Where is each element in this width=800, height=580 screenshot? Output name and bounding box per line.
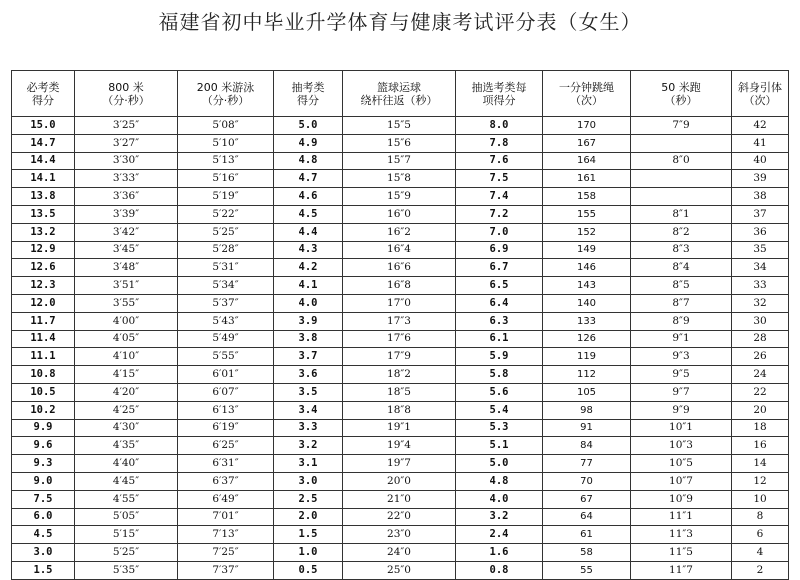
- cell-required-score: 13.2: [12, 223, 75, 241]
- cell-elective-score: 3.5: [274, 383, 343, 401]
- cell-elective-score: 2.0: [274, 508, 343, 526]
- table-row: [12, 455, 789, 473]
- cell-required-score: 15.0: [12, 117, 75, 135]
- header-200m-swim: [178, 71, 274, 117]
- header-line: 50 米跑: [661, 80, 701, 94]
- table-row: [12, 383, 789, 401]
- table-row: [12, 205, 789, 223]
- header-line: （分·秒）: [102, 93, 150, 107]
- cell-required-score: 4.5: [12, 526, 75, 544]
- cell-time-200m-swim: 7′25″: [178, 544, 274, 562]
- cell-required-score: 14.7: [12, 134, 75, 152]
- cell-time-50m: 8″1: [631, 205, 732, 223]
- cell-basketball-time: 16″4: [343, 241, 456, 259]
- cell-time-200m-swim: 6′49″: [178, 490, 274, 508]
- cell-elective-score: 4.5: [274, 205, 343, 223]
- cell-pull-up-count: 41: [732, 134, 789, 152]
- page-title: 福建省初中毕业升学体育与健康考试评分表（女生）: [158, 10, 642, 34]
- cell-time-200m-swim: 5′49″: [178, 330, 274, 348]
- cell-pull-up-count: 42: [732, 117, 789, 135]
- table-body: [12, 117, 789, 580]
- cell-jump-rope-count: 112: [543, 366, 631, 384]
- cell-time-800m: 4′30″: [75, 419, 178, 437]
- cell-elective-item-score: 5.4: [456, 401, 543, 419]
- cell-elective-item-score: 6.5: [456, 277, 543, 295]
- cell-required-score: 9.0: [12, 472, 75, 490]
- cell-jump-rope-count: 77: [543, 455, 631, 473]
- cell-basketball-time: 15″9: [343, 188, 456, 206]
- cell-elective-score: 4.6: [274, 188, 343, 206]
- cell-basketball-time: 15″5: [343, 117, 456, 135]
- cell-jump-rope-count: 143: [543, 277, 631, 295]
- cell-elective-score: 3.3: [274, 419, 343, 437]
- cell-basketball-time: 20″0: [343, 472, 456, 490]
- header-line: 篮球运球: [377, 80, 421, 94]
- cell-basketball-time: 18″8: [343, 401, 456, 419]
- cell-time-800m: 3′39″: [75, 205, 178, 223]
- cell-jump-rope-count: 64: [543, 508, 631, 526]
- cell-basketball-time: 25″0: [343, 561, 456, 579]
- cell-required-score: 6.0: [12, 508, 75, 526]
- cell-required-score: 7.5: [12, 490, 75, 508]
- cell-time-800m: 3′55″: [75, 294, 178, 312]
- cell-elective-score: 4.7: [274, 170, 343, 188]
- table-row: [12, 277, 789, 295]
- cell-elective-score: 3.1: [274, 455, 343, 473]
- header-basketball-dribble: [343, 71, 456, 117]
- cell-time-800m: 5′35″: [75, 561, 178, 579]
- cell-elective-score: 4.8: [274, 152, 343, 170]
- cell-required-score: 12.3: [12, 277, 75, 295]
- cell-pull-up-count: 28: [732, 330, 789, 348]
- cell-elective-score: 3.7: [274, 348, 343, 366]
- cell-time-50m: 9″7: [631, 383, 732, 401]
- cell-basketball-time: 18″2: [343, 366, 456, 384]
- table-row: [12, 330, 789, 348]
- table-row: [12, 490, 789, 508]
- cell-time-200m-swim: 5′31″: [178, 259, 274, 277]
- table-row: [12, 348, 789, 366]
- cell-time-50m: 8″2: [631, 223, 732, 241]
- cell-jump-rope-count: 140: [543, 294, 631, 312]
- cell-jump-rope-count: 84: [543, 437, 631, 455]
- cell-elective-item-score: 7.6: [456, 152, 543, 170]
- cell-elective-item-score: 8.0: [456, 117, 543, 135]
- cell-pull-up-count: 22: [732, 383, 789, 401]
- cell-time-50m: 10″3: [631, 437, 732, 455]
- cell-pull-up-count: 2: [732, 561, 789, 579]
- cell-elective-item-score: 5.9: [456, 348, 543, 366]
- cell-time-50m: 9″1: [631, 330, 732, 348]
- cell-elective-item-score: 5.3: [456, 419, 543, 437]
- cell-time-200m-swim: 5′16″: [178, 170, 274, 188]
- cell-time-200m-swim: 5′13″: [178, 152, 274, 170]
- cell-elective-score: 3.9: [274, 312, 343, 330]
- cell-elective-item-score: 5.0: [456, 455, 543, 473]
- cell-jump-rope-count: 98: [543, 401, 631, 419]
- cell-jump-rope-count: 67: [543, 490, 631, 508]
- table-row: [12, 437, 789, 455]
- table-row: [12, 294, 789, 312]
- cell-basketball-time: 17″0: [343, 294, 456, 312]
- cell-pull-up-count: 6: [732, 526, 789, 544]
- cell-jump-rope-count: 167: [543, 134, 631, 152]
- cell-jump-rope-count: 161: [543, 170, 631, 188]
- table-row: [12, 117, 789, 135]
- cell-time-200m-swim: 6′01″: [178, 366, 274, 384]
- header-line: 绕杆往返（秒）: [360, 93, 438, 107]
- cell-pull-up-count: 32: [732, 294, 789, 312]
- cell-time-800m: 3′36″: [75, 188, 178, 206]
- cell-time-800m: 4′15″: [75, 366, 178, 384]
- cell-time-800m: 3′48″: [75, 259, 178, 277]
- header-required-score: [12, 71, 75, 117]
- cell-time-50m: 10″9: [631, 490, 732, 508]
- header-line: 必考类: [26, 80, 60, 94]
- header-elective-item-score: [456, 71, 543, 117]
- cell-jump-rope-count: 170: [543, 117, 631, 135]
- table-row: [12, 472, 789, 490]
- header-line: 800 米: [108, 80, 144, 94]
- cell-basketball-time: 22″0: [343, 508, 456, 526]
- cell-basketball-time: 17″9: [343, 348, 456, 366]
- cell-jump-rope-count: 158: [543, 188, 631, 206]
- cell-time-50m: 11″1: [631, 508, 732, 526]
- cell-elective-score: 3.6: [274, 366, 343, 384]
- cell-time-200m-swim: 5′10″: [178, 134, 274, 152]
- cell-elective-score: 2.5: [274, 490, 343, 508]
- cell-pull-up-count: 35: [732, 241, 789, 259]
- cell-time-800m: 3′42″: [75, 223, 178, 241]
- cell-elective-score: 1.0: [274, 544, 343, 562]
- cell-required-score: 12.6: [12, 259, 75, 277]
- cell-basketball-time: 19″7: [343, 455, 456, 473]
- cell-time-50m: 8″9: [631, 312, 732, 330]
- cell-jump-rope-count: 155: [543, 205, 631, 223]
- cell-time-800m: 4′45″: [75, 472, 178, 490]
- header-elective-score: [274, 71, 343, 117]
- cell-jump-rope-count: 149: [543, 241, 631, 259]
- cell-time-200m-swim: 5′22″: [178, 205, 274, 223]
- cell-jump-rope-count: 164: [543, 152, 631, 170]
- cell-pull-up-count: 10: [732, 490, 789, 508]
- cell-time-50m: 8″5: [631, 277, 732, 295]
- cell-elective-score: 1.5: [274, 526, 343, 544]
- cell-pull-up-count: 34: [732, 259, 789, 277]
- scoring-table: [11, 70, 789, 580]
- cell-elective-item-score: 7.4: [456, 188, 543, 206]
- cell-basketball-time: 15″8: [343, 170, 456, 188]
- cell-basketball-time: 17″6: [343, 330, 456, 348]
- cell-elective-score: 3.2: [274, 437, 343, 455]
- cell-time-800m: 4′55″: [75, 490, 178, 508]
- cell-jump-rope-count: 126: [543, 330, 631, 348]
- table-row: [12, 366, 789, 384]
- table-row: [12, 544, 789, 562]
- cell-jump-rope-count: 119: [543, 348, 631, 366]
- cell-elective-item-score: 4.0: [456, 490, 543, 508]
- table-row: [12, 401, 789, 419]
- cell-jump-rope-count: 58: [543, 544, 631, 562]
- cell-elective-score: 5.0: [274, 117, 343, 135]
- cell-elective-item-score: 2.4: [456, 526, 543, 544]
- header-50m-run: [631, 71, 732, 117]
- cell-pull-up-count: 24: [732, 366, 789, 384]
- table-row: [12, 241, 789, 259]
- cell-time-800m: 4′40″: [75, 455, 178, 473]
- cell-time-200m-swim: 5′08″: [178, 117, 274, 135]
- cell-time-50m: 9″9: [631, 401, 732, 419]
- cell-required-score: 11.4: [12, 330, 75, 348]
- cell-time-50m: 8″7: [631, 294, 732, 312]
- cell-elective-score: 4.0: [274, 294, 343, 312]
- cell-time-50m: 8″3: [631, 241, 732, 259]
- cell-basketball-time: 16″8: [343, 277, 456, 295]
- cell-elective-item-score: 6.3: [456, 312, 543, 330]
- cell-time-200m-swim: 5′25″: [178, 223, 274, 241]
- cell-time-50m: [631, 188, 732, 206]
- cell-time-800m: 4′35″: [75, 437, 178, 455]
- header-line: 抽选考类每: [471, 80, 527, 94]
- cell-basketball-time: 19″4: [343, 437, 456, 455]
- cell-time-50m: 9″5: [631, 366, 732, 384]
- cell-elective-item-score: 5.8: [456, 366, 543, 384]
- cell-elective-item-score: 1.6: [456, 544, 543, 562]
- cell-jump-rope-count: 133: [543, 312, 631, 330]
- cell-jump-rope-count: 70: [543, 472, 631, 490]
- table-row: [12, 561, 789, 579]
- cell-jump-rope-count: 146: [543, 259, 631, 277]
- header-line: 斜身引体: [738, 80, 782, 94]
- cell-time-200m-swim: 5′55″: [178, 348, 274, 366]
- cell-jump-rope-count: 105: [543, 383, 631, 401]
- cell-pull-up-count: 4: [732, 544, 789, 562]
- cell-time-800m: 5′15″: [75, 526, 178, 544]
- cell-pull-up-count: 12: [732, 472, 789, 490]
- cell-elective-score: 3.4: [274, 401, 343, 419]
- cell-elective-item-score: 0.8: [456, 561, 543, 579]
- cell-required-score: 1.5: [12, 561, 75, 579]
- cell-elective-item-score: 6.9: [456, 241, 543, 259]
- cell-jump-rope-count: 55: [543, 561, 631, 579]
- cell-required-score: 11.7: [12, 312, 75, 330]
- cell-required-score: 9.9: [12, 419, 75, 437]
- cell-time-800m: 5′05″: [75, 508, 178, 526]
- cell-required-score: 9.3: [12, 455, 75, 473]
- cell-basketball-time: 23″0: [343, 526, 456, 544]
- cell-time-50m: 9″3: [631, 348, 732, 366]
- cell-required-score: 14.4: [12, 152, 75, 170]
- cell-pull-up-count: 38: [732, 188, 789, 206]
- cell-time-200m-swim: 5′19″: [178, 188, 274, 206]
- cell-basketball-time: 16″2: [343, 223, 456, 241]
- header-pull-up: [732, 71, 789, 117]
- cell-required-score: 14.1: [12, 170, 75, 188]
- cell-time-50m: 10″5: [631, 455, 732, 473]
- cell-time-200m-swim: 6′07″: [178, 383, 274, 401]
- cell-pull-up-count: 30: [732, 312, 789, 330]
- header-line: 项得分: [482, 93, 516, 107]
- cell-jump-rope-count: 152: [543, 223, 631, 241]
- table-row: [12, 419, 789, 437]
- cell-time-50m: 11″7: [631, 561, 732, 579]
- cell-time-800m: 3′27″: [75, 134, 178, 152]
- cell-basketball-time: 16″0: [343, 205, 456, 223]
- header-line: 抽考类: [291, 80, 325, 94]
- cell-time-200m-swim: 6′25″: [178, 437, 274, 455]
- cell-time-50m: 8″4: [631, 259, 732, 277]
- cell-elective-score: 4.9: [274, 134, 343, 152]
- cell-pull-up-count: 16: [732, 437, 789, 455]
- cell-elective-item-score: 3.2: [456, 508, 543, 526]
- cell-time-800m: 4′10″: [75, 348, 178, 366]
- cell-time-50m: 11″5: [631, 544, 732, 562]
- cell-time-200m-swim: 7′01″: [178, 508, 274, 526]
- cell-elective-item-score: 7.2: [456, 205, 543, 223]
- cell-basketball-time: 16″6: [343, 259, 456, 277]
- cell-time-200m-swim: 5′37″: [178, 294, 274, 312]
- cell-required-score: 10.8: [12, 366, 75, 384]
- cell-pull-up-count: 36: [732, 223, 789, 241]
- cell-basketball-time: 18″5: [343, 383, 456, 401]
- cell-elective-item-score: 4.8: [456, 472, 543, 490]
- cell-elective-score: 4.1: [274, 277, 343, 295]
- header-line: （秒）: [664, 93, 698, 107]
- cell-elective-item-score: 5.6: [456, 383, 543, 401]
- cell-elective-item-score: 7.0: [456, 223, 543, 241]
- cell-time-800m: 3′25″: [75, 117, 178, 135]
- table-row: [12, 312, 789, 330]
- cell-time-50m: [631, 134, 732, 152]
- cell-time-200m-swim: 6′37″: [178, 472, 274, 490]
- cell-elective-item-score: 5.1: [456, 437, 543, 455]
- header-800m: [75, 71, 178, 117]
- header-line: （次）: [570, 93, 603, 107]
- cell-basketball-time: 21″0: [343, 490, 456, 508]
- cell-time-50m: 10″1: [631, 419, 732, 437]
- cell-basketball-time: 15″6: [343, 134, 456, 152]
- cell-required-score: 13.8: [12, 188, 75, 206]
- cell-basketball-time: 17″3: [343, 312, 456, 330]
- cell-pull-up-count: 33: [732, 277, 789, 295]
- cell-basketball-time: 24″0: [343, 544, 456, 562]
- cell-time-200m-swim: 6′19″: [178, 419, 274, 437]
- table-row: [12, 223, 789, 241]
- header-line: 得分: [32, 93, 54, 107]
- cell-required-score: 10.5: [12, 383, 75, 401]
- table-row: [12, 526, 789, 544]
- cell-time-200m-swim: 5′34″: [178, 277, 274, 295]
- cell-elective-score: 4.2: [274, 259, 343, 277]
- header-line: 得分: [297, 93, 319, 107]
- cell-time-200m-swim: 5′43″: [178, 312, 274, 330]
- table-row: [12, 152, 789, 170]
- table-row: [12, 508, 789, 526]
- cell-time-800m: 5′25″: [75, 544, 178, 562]
- cell-time-50m: 8″0: [631, 152, 732, 170]
- table-header-row: [12, 71, 789, 117]
- header-line: （分·秒）: [201, 93, 250, 107]
- cell-required-score: 3.0: [12, 544, 75, 562]
- cell-time-800m: 4′00″: [75, 312, 178, 330]
- cell-required-score: 10.2: [12, 401, 75, 419]
- cell-required-score: 12.9: [12, 241, 75, 259]
- header-line: （次）: [743, 93, 777, 107]
- cell-elective-score: 4.4: [274, 223, 343, 241]
- cell-required-score: 13.5: [12, 205, 75, 223]
- header-line: 200 米游泳: [196, 80, 255, 94]
- cell-basketball-time: 15″7: [343, 152, 456, 170]
- cell-basketball-time: 19″1: [343, 419, 456, 437]
- cell-pull-up-count: 39: [732, 170, 789, 188]
- cell-elective-score: 3.8: [274, 330, 343, 348]
- cell-required-score: 9.6: [12, 437, 75, 455]
- cell-pull-up-count: 20: [732, 401, 789, 419]
- cell-elective-item-score: 7.5: [456, 170, 543, 188]
- cell-time-200m-swim: 7′13″: [178, 526, 274, 544]
- cell-time-200m-swim: 7′37″: [178, 561, 274, 579]
- header-jump-rope: [543, 71, 631, 117]
- table-row: [12, 259, 789, 277]
- cell-pull-up-count: 26: [732, 348, 789, 366]
- cell-time-50m: 10″7: [631, 472, 732, 490]
- cell-time-800m: 4′25″: [75, 401, 178, 419]
- cell-time-200m-swim: 6′13″: [178, 401, 274, 419]
- cell-time-800m: 4′20″: [75, 383, 178, 401]
- cell-time-800m: 3′45″: [75, 241, 178, 259]
- cell-required-score: 11.1: [12, 348, 75, 366]
- cell-time-800m: 3′30″: [75, 152, 178, 170]
- cell-time-50m: 7″9: [631, 117, 732, 135]
- cell-elective-score: 0.5: [274, 561, 343, 579]
- cell-elective-score: 4.3: [274, 241, 343, 259]
- cell-required-score: 12.0: [12, 294, 75, 312]
- cell-time-50m: 11″3: [631, 526, 732, 544]
- table-row: [12, 170, 789, 188]
- cell-time-200m-swim: 5′28″: [178, 241, 274, 259]
- table-row: [12, 188, 789, 206]
- cell-pull-up-count: 8: [732, 508, 789, 526]
- cell-time-800m: 3′51″: [75, 277, 178, 295]
- cell-elective-item-score: 7.8: [456, 134, 543, 152]
- cell-elective-item-score: 6.1: [456, 330, 543, 348]
- cell-elective-item-score: 6.4: [456, 294, 543, 312]
- cell-jump-rope-count: 61: [543, 526, 631, 544]
- cell-time-200m-swim: 6′31″: [178, 455, 274, 473]
- cell-time-800m: 4′05″: [75, 330, 178, 348]
- cell-time-50m: [631, 170, 732, 188]
- cell-elective-item-score: 6.7: [456, 259, 543, 277]
- cell-jump-rope-count: 91: [543, 419, 631, 437]
- cell-elective-score: 3.0: [274, 472, 343, 490]
- cell-pull-up-count: 40: [732, 152, 789, 170]
- cell-pull-up-count: 37: [732, 205, 789, 223]
- table-row: [12, 134, 789, 152]
- cell-time-800m: 3′33″: [75, 170, 178, 188]
- header-line: 一分钟跳绳: [559, 80, 614, 94]
- cell-pull-up-count: 14: [732, 455, 789, 473]
- cell-pull-up-count: 18: [732, 419, 789, 437]
